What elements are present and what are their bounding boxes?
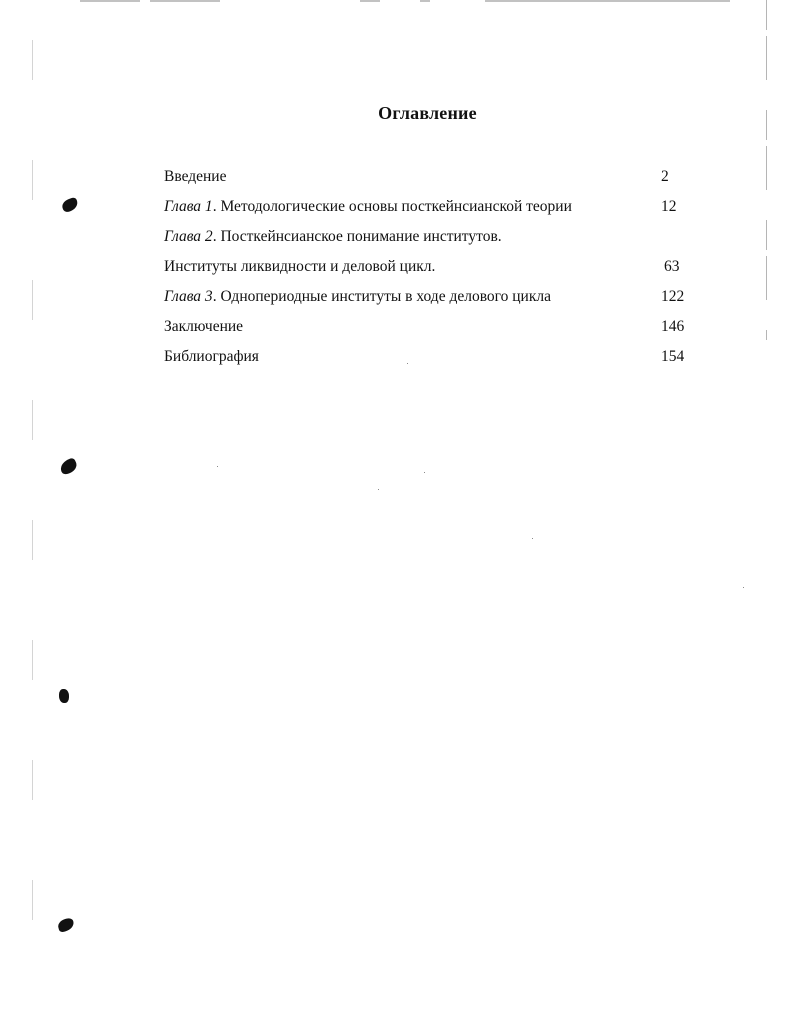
toc-entry xyxy=(164,285,724,315)
toc-entry xyxy=(164,195,724,225)
toc-entry-text: Библиография xyxy=(164,348,259,365)
toc-entry xyxy=(164,165,724,195)
table-of-contents xyxy=(164,165,724,375)
toc-entry-page: 154 xyxy=(661,348,685,365)
toc-entry-label xyxy=(164,348,259,365)
toc-entry-page: 63 xyxy=(664,258,680,275)
toc-entry-page: 2 xyxy=(661,168,669,185)
toc-entry-label xyxy=(164,318,243,335)
toc-entry-label xyxy=(164,198,572,215)
punch-hole-mark xyxy=(58,457,79,476)
punch-hole-mark xyxy=(57,917,76,933)
scan-left-edge xyxy=(32,40,33,1000)
toc-entry-text: Институты ликвидности и деловой цикл. xyxy=(164,258,436,275)
scan-speck xyxy=(532,538,533,539)
toc-entry xyxy=(164,225,724,255)
toc-entry xyxy=(164,345,724,375)
scan-speck xyxy=(217,466,218,467)
toc-entry-prefix: Глава 1 xyxy=(164,198,213,215)
punch-hole-mark xyxy=(59,689,69,703)
punch-hole-mark xyxy=(60,197,79,214)
scan-top-edge xyxy=(80,0,730,2)
toc-entry-page: 122 xyxy=(661,288,685,305)
scan-speck xyxy=(378,489,379,490)
toc-entry-label xyxy=(164,288,551,305)
toc-entry-page: 146 xyxy=(661,318,685,335)
toc-entry-text: . Методологические основы посткейнсианской теории xyxy=(212,198,572,215)
toc-entry-text: Введение xyxy=(164,168,227,185)
toc-entry-label xyxy=(164,258,435,275)
toc-entry-label xyxy=(164,228,502,245)
toc-entry-prefix: Глава 3 xyxy=(164,288,213,305)
toc-entry xyxy=(164,315,724,345)
toc-title: Оглавление xyxy=(378,103,477,123)
toc-entry-text: Заключение xyxy=(164,318,244,335)
toc-entry-text: . Посткейнсианское понимание институтов. xyxy=(212,228,502,245)
toc-entry-label xyxy=(164,168,226,185)
scan-right-edge xyxy=(766,0,767,340)
toc-entry-page: 12 xyxy=(661,198,677,215)
toc-entry-text: . Однопериодные институты в ходе делового цикла xyxy=(212,288,551,305)
toc-entry xyxy=(164,255,724,285)
scan-speck xyxy=(424,472,425,473)
scan-speck xyxy=(743,587,744,588)
toc-entry-prefix: Глава 2 xyxy=(164,228,213,245)
